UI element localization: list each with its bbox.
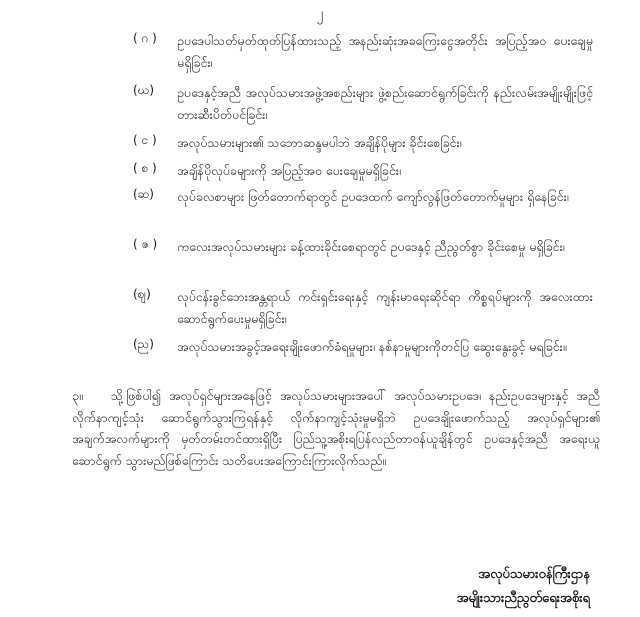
list-item	[133, 82, 593, 126]
list-item-marker: (ဃ)	[133, 83, 155, 97]
list-item-marker: ( စ )	[133, 161, 157, 175]
list-item	[133, 30, 593, 74]
list-item-text: ဥပဒေပါသတ်မှတ်ထုတ်ပြန်ထားသည့် အနည်းဆုံးအခကြေးငွေအတိုင်း အပြည့်အဝ ပေးချေမှု မရှိခြင်း၊	[177, 33, 593, 70]
list-item-marker: (ဆ)	[133, 187, 154, 201]
list-item-text: အချိန်ပိုလုပ်ခများကို အပြည့်အဝ ပေးချေမှုမရှိခြင်း၊	[177, 163, 401, 178]
paragraph-text: သို့ဖြစ်ပါ၍ အလုပ်ရှင်များအနေဖြင့် အလုပ်သမားများအပေါ် အလုပ်သမားဥပဒေ၊ နည်းဥပဒေများနှင့် အညီလိုက်နာကျင့်သုံး ဆောင်ရွက်သွားကြရန်နှင့် လိုက်နာကျင့်သုံးမှုမရှိဘဲ ဥပဒေချိုးဖောက်သည့် အလုပ်ရှင်များ၏ အချက်အလက်များကို မှတ်တမ်းတင်ထားရှိပြီး ပြည်သူ့အစိုးရပြန်လည်တာဝန်ယူချိန်တွင် ဥပဒေနှင့်အညီ အရေးယူဆောင်ရွက် သွားမည်ဖြစ်ကြောင်း သတိပေးအကြောင်းကြားလိုက်သည်။	[72, 388, 600, 468]
list-item	[133, 236, 593, 258]
list-item-marker: ( ဇ )	[133, 237, 158, 251]
list-item-marker: ( င )	[133, 133, 157, 147]
list-item	[133, 160, 593, 182]
body-paragraph	[72, 385, 600, 471]
list-item-text: အလုပ်သမားများ၏ သဘောဆန္ဒမပါဘဲ အချိန်ပိုများ ခိုင်းစေခြင်း၊	[177, 135, 462, 150]
page-number: ၂	[316, 6, 324, 22]
list-item-marker: (ဈ)	[133, 287, 151, 301]
list-item-text: ကလေးအလုပ်သမားများ ခန့်ထားခိုင်းစေရာတွင် ဥပဒေနှင့် ညီညွတ်စွာ ခိုင်းစေမှု မရှိခြင်း၊	[177, 239, 565, 254]
list-item-text: အလုပ်သမားအခွင့်အရေးချိုးဖောက်ခံရမှုများ၊ နစ်နာမှုများကိုတင်ပြ ဆွေးနွေးခွင့် မရခြင်း။	[177, 339, 567, 354]
list-item	[133, 132, 593, 154]
signature-government: အမျိုးသားညီညွတ်ရေးအစိုးရ	[456, 591, 590, 606]
list-item-text: လုပ်ခလစာများ ဖြတ်တောက်ရာတွင် ဥပဒေထက် ကျော်လွန်ဖြတ်တောက်မှုများ ရှိနေခြင်း၊	[177, 189, 569, 204]
list-item-text: ဥပဒေနှင့်အညီ အလုပ်သမားအဖွဲ့အစည်းများ ဖွဲ့စည်းဆောင်ရွက်ခြင်းကို နည်းလမ်းအမျိုးမျိုးဖြင့် တားဆီးပိတ်ပင်ခြင်း၊	[177, 85, 593, 122]
signature-ministry: အလုပ်သမားဝန်ကြီးဌာန	[478, 567, 590, 582]
list-item	[133, 336, 593, 358]
list-item	[133, 286, 593, 330]
list-item-marker: (ည)	[133, 337, 154, 351]
list-item-marker: ( ဂ )	[133, 31, 157, 45]
list-item-text: လုပ်ငန်းခွင်ဘေးအန္တရာယ် ကင်းရှင်းရေးနှင့် ကျန်းမာရေးဆိုင်ရာ ကိစ္စရပ်များကို အလေးထား ဆောင်ရွက်ပေးမှုမရှိခြင်း၊	[177, 289, 593, 326]
list-item	[133, 186, 593, 208]
paragraph-number: ၃။	[72, 388, 83, 403]
